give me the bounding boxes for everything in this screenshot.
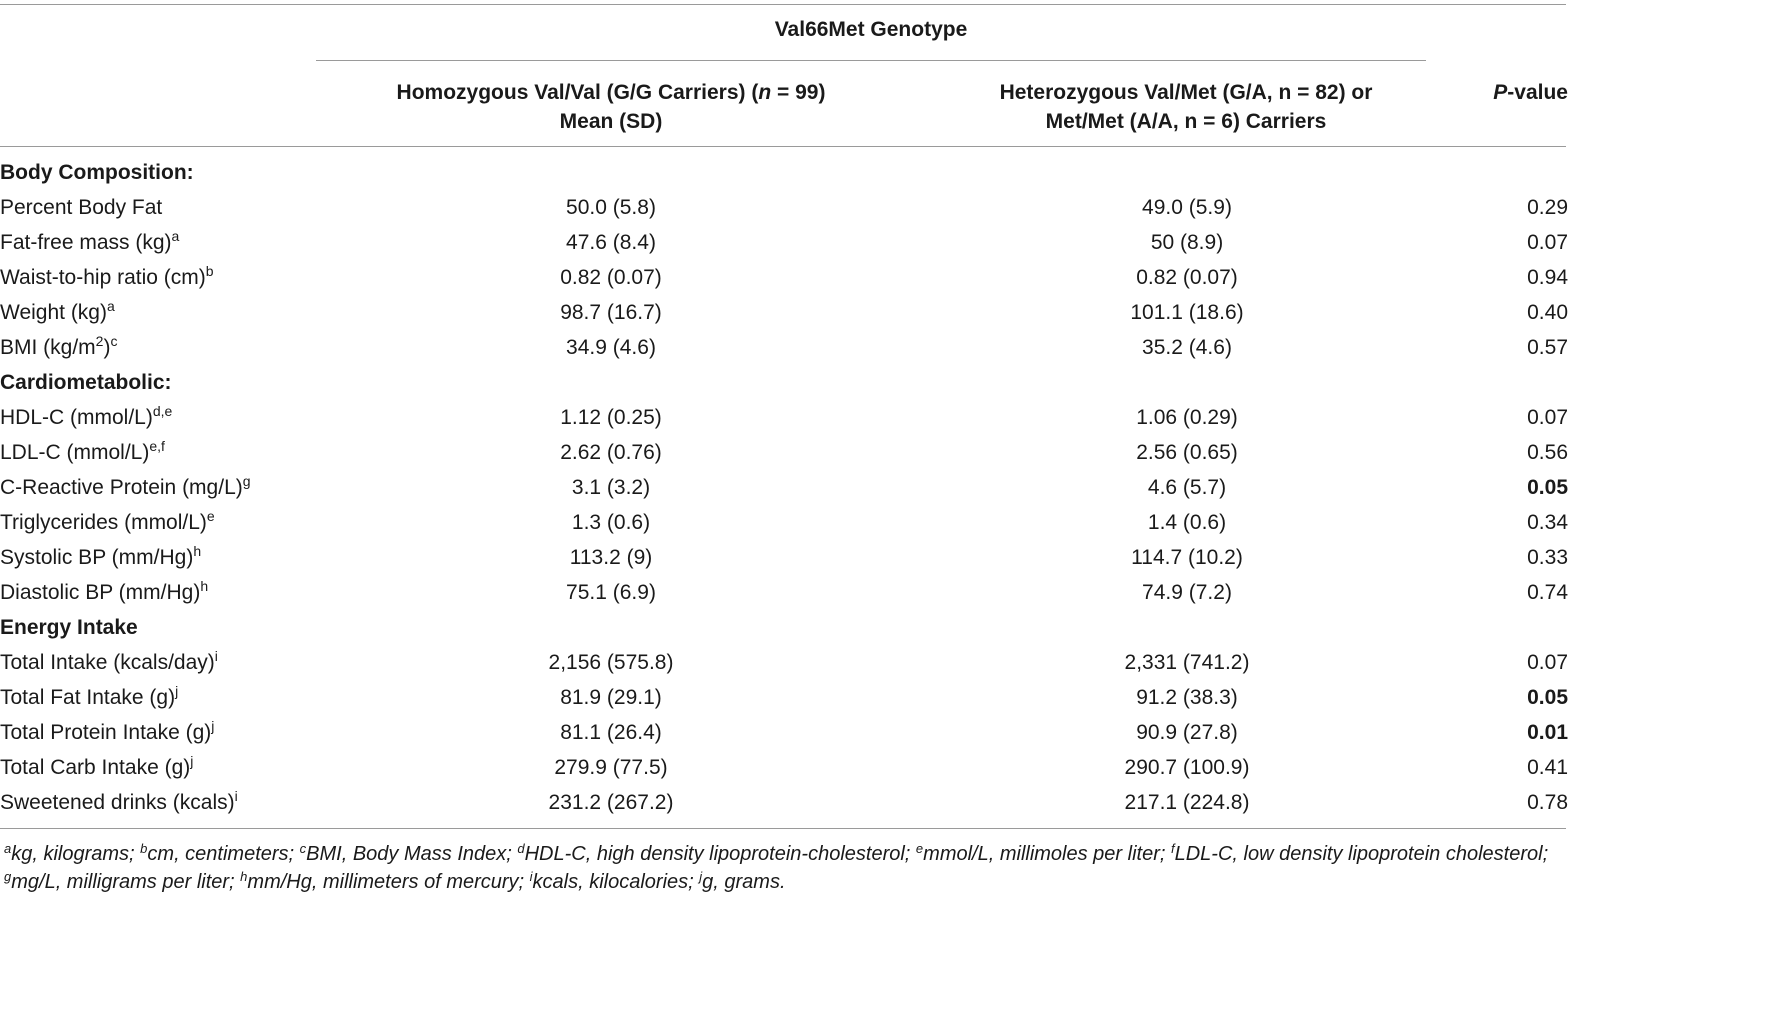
- section-heading: Body Composition:: [0, 160, 194, 184]
- row-label: [0, 225, 316, 260]
- p-value: 0.74: [1527, 580, 1568, 604]
- heterozygous-value: 90.9 (27.8): [1136, 720, 1238, 744]
- col1-line1-post: = 99): [771, 81, 826, 104]
- p-value: 0.34: [1527, 510, 1568, 534]
- row-label: [0, 470, 316, 505]
- footnote-key: e: [915, 841, 924, 856]
- footnote-text: mm/Hg, millimeters of mercury;: [247, 871, 530, 893]
- footnote-text: g, grams.: [702, 871, 786, 893]
- footnote-text: LDL-C, low density lipoprotein cholesterol;: [1174, 843, 1549, 865]
- section-row: [0, 155, 1568, 190]
- row-label-text: LDL-C (mmol/L): [0, 440, 150, 464]
- homozygous-value: 98.7 (16.7): [560, 300, 662, 324]
- table-row: [0, 505, 1568, 540]
- footnote-key: f: [1170, 841, 1175, 856]
- row-label: [0, 190, 316, 225]
- row-label-text: Total Intake (kcals/day): [0, 650, 215, 674]
- footnote-marker: i: [214, 647, 218, 664]
- heterozygous-value: 101.1 (18.6): [1130, 300, 1244, 324]
- table-row: [0, 435, 1568, 470]
- footnote-marker: e: [206, 507, 215, 524]
- heterozygous-value: 217.1 (224.8): [1124, 790, 1250, 814]
- heterozygous-value: 2.56 (0.65): [1136, 440, 1238, 464]
- p-value: 0.40: [1527, 300, 1568, 324]
- homozygous-value: 81.1 (26.4): [560, 720, 662, 744]
- row-label: [0, 645, 316, 680]
- genotype-spanner-title: Val66Met Genotype: [774, 18, 968, 41]
- heterozygous-value: 0.82 (0.07): [1136, 265, 1238, 289]
- footnote-marker: a: [171, 227, 180, 244]
- section-heading: Cardiometabolic:: [0, 370, 172, 394]
- section-row: [0, 610, 1568, 645]
- row-label-text: Total Carb Intake (g): [0, 755, 191, 779]
- pvalue-p: P: [1493, 81, 1508, 104]
- pvalue-rest: -value: [1507, 81, 1568, 104]
- footnote-key: j: [699, 869, 703, 884]
- empty-cell: [1468, 155, 1568, 190]
- row-label-text: Total Fat Intake (g): [0, 685, 176, 709]
- homozygous-value: 81.9 (29.1): [560, 685, 662, 709]
- p-value: 0.94: [1527, 265, 1568, 289]
- row-label: [0, 785, 316, 820]
- footnote-key: d: [517, 841, 525, 856]
- table-row: [0, 680, 1568, 715]
- table-row: [0, 540, 1568, 575]
- p-value: 0.41: [1527, 755, 1568, 779]
- heterozygous-value: 1.06 (0.29): [1136, 405, 1238, 429]
- homozygous-value: 0.82 (0.07): [560, 265, 662, 289]
- empty-cell: [316, 610, 906, 645]
- col2-line1: Heterozygous Val/Met (G/A, n = 82) or: [999, 81, 1373, 104]
- row-label-text: Waist-to-hip ratio (cm): [0, 265, 206, 289]
- col2-line2: Met/Met (A/A, n = 6) Carriers: [1045, 110, 1327, 133]
- section-row: [0, 365, 1568, 400]
- heterozygous-value: 2,331 (741.2): [1124, 650, 1250, 674]
- footnote-marker: d,e: [152, 402, 173, 419]
- footnote-marker: h: [200, 577, 209, 594]
- row-label: [0, 540, 316, 575]
- heterozygous-value: 1.4 (0.6): [1147, 510, 1227, 534]
- p-value: 0.29: [1527, 195, 1568, 219]
- p-value: 0.05: [1527, 475, 1568, 499]
- empty-cell: [906, 155, 1468, 190]
- row-label-text: Triglycerides (mmol/L): [0, 510, 207, 534]
- p-value: 0.07: [1527, 230, 1568, 254]
- column-header-pvalue: [1462, 78, 1568, 107]
- heterozygous-value: 74.9 (7.2): [1142, 580, 1232, 604]
- table-row: [0, 260, 1568, 295]
- row-label-text: Fat-free mass (kg): [0, 230, 172, 254]
- heterozygous-value: 35.2 (4.6): [1142, 335, 1232, 359]
- row-label-text: Diastolic BP (mm/Hg): [0, 580, 201, 604]
- table-row: [0, 190, 1568, 225]
- footnote-text: mmol/L, millimoles per liter;: [923, 843, 1171, 865]
- table-row: [0, 330, 1568, 365]
- footnote-key: g: [4, 869, 12, 884]
- heterozygous-value: 290.7 (100.9): [1124, 755, 1250, 779]
- footnote-key: c: [299, 841, 307, 856]
- homozygous-value: 50.0 (5.8): [566, 195, 656, 219]
- footnote-text: kcals, kilocalories;: [532, 871, 700, 893]
- footnote-key: a: [4, 841, 12, 856]
- footnote-key: i: [529, 869, 533, 884]
- footnote-marker: c: [110, 332, 118, 349]
- top-rule: [0, 4, 1566, 5]
- table-row: [0, 295, 1568, 330]
- label-inline-superscript: 2: [95, 332, 104, 349]
- homozygous-value: 113.2 (9): [569, 545, 653, 569]
- table-row: [0, 470, 1568, 505]
- row-label: [0, 435, 316, 470]
- heterozygous-value: 49.0 (5.9): [1142, 195, 1232, 219]
- row-label: [0, 750, 316, 785]
- table-row: [0, 715, 1568, 750]
- footnote-key: h: [240, 869, 248, 884]
- p-value: 0.01: [1527, 720, 1568, 744]
- footnote-marker: j: [175, 682, 179, 699]
- footnote-marker: j: [190, 752, 194, 769]
- row-label: [0, 680, 316, 715]
- table-row: [0, 785, 1568, 820]
- row-label-text: HDL-C (mmol/L): [0, 405, 153, 429]
- heterozygous-value: 50 (8.9): [1150, 230, 1224, 254]
- homozygous-value: 2,156 (575.8): [548, 650, 674, 674]
- row-label-text: Systolic BP (mm/Hg): [0, 545, 194, 569]
- homozygous-value: 34.9 (4.6): [566, 335, 656, 359]
- footnote-text: HDL-C, high density lipoprotein-cholesterol;: [524, 843, 916, 865]
- empty-cell: [1468, 365, 1568, 400]
- column-header-heterozygous: [910, 78, 1462, 136]
- footnote-text: cm, centimeters;: [147, 843, 300, 865]
- homozygous-value: 279.9 (77.5): [554, 755, 668, 779]
- col1-line2: Mean (SD): [559, 110, 663, 133]
- p-value: 0.57: [1527, 335, 1568, 359]
- footnote-marker: e,f: [149, 437, 165, 454]
- table-bottom-rule: [0, 828, 1566, 829]
- footnote-text: mg/L, milligrams per liter;: [11, 871, 241, 893]
- p-value: 0.07: [1527, 405, 1568, 429]
- homozygous-value: 47.6 (8.4): [566, 230, 656, 254]
- empty-cell: [316, 365, 906, 400]
- row-label-text: Weight (kg): [0, 300, 107, 324]
- row-label-text: Sweetened drinks (kcals): [0, 790, 235, 814]
- table-row: [0, 575, 1568, 610]
- footnote-text: BMI, Body Mass Index;: [306, 843, 518, 865]
- row-label: [0, 575, 316, 610]
- section-heading: Energy Intake: [0, 615, 138, 639]
- footnote-marker: i: [234, 787, 238, 804]
- header-bottom-rule: [0, 146, 1566, 147]
- footnote-marker: g: [242, 472, 251, 489]
- footnote-key: b: [140, 841, 148, 856]
- p-value: 0.56: [1527, 440, 1568, 464]
- column-header-homozygous: [316, 78, 906, 136]
- row-label-text: C-Reactive Protein (mg/L): [0, 475, 243, 499]
- homozygous-value: 231.2 (267.2): [548, 790, 674, 814]
- col1-line1-pre: Homozygous Val/Val (G/G Carriers) (: [396, 81, 759, 104]
- row-label: [0, 295, 316, 330]
- heterozygous-value: 114.7 (10.2): [1131, 545, 1243, 569]
- footnote-text: kg, kilograms;: [11, 843, 141, 865]
- homozygous-value: 75.1 (6.9): [566, 580, 656, 604]
- row-label-text: BMI (kg/m: [0, 335, 96, 359]
- row-label: [0, 400, 316, 435]
- homozygous-value: 1.12 (0.25): [560, 405, 662, 429]
- table-row: [0, 400, 1568, 435]
- p-value: 0.78: [1527, 790, 1568, 814]
- footnote-marker: h: [193, 542, 202, 559]
- row-label: [0, 260, 316, 295]
- footnotes: [4, 840, 1566, 896]
- table-body: [0, 155, 1568, 820]
- empty-cell: [316, 155, 906, 190]
- row-label-text: Total Protein Intake (g): [0, 720, 212, 744]
- p-value: 0.07: [1527, 650, 1568, 674]
- empty-cell: [1468, 610, 1568, 645]
- row-label: [0, 505, 316, 540]
- homozygous-value: 2.62 (0.76): [560, 440, 662, 464]
- table-row: [0, 750, 1568, 785]
- homozygous-value: 3.1 (3.2): [571, 475, 651, 499]
- col1-n: n: [758, 81, 772, 104]
- empty-cell: [906, 365, 1468, 400]
- row-label-post: ): [103, 335, 111, 359]
- footnote-marker: a: [106, 297, 115, 314]
- homozygous-value: 1.3 (0.6): [571, 510, 651, 534]
- row-label: [0, 715, 316, 750]
- row-label: [0, 330, 316, 365]
- table-row: [0, 225, 1568, 260]
- footnote-marker: b: [205, 262, 214, 279]
- data-table: [0, 155, 1568, 820]
- spanner-rule: [316, 60, 1426, 61]
- table-row: [0, 645, 1568, 680]
- p-value: 0.05: [1527, 685, 1568, 709]
- heterozygous-value: 91.2 (38.3): [1136, 685, 1238, 709]
- row-label-text: Percent Body Fat: [0, 195, 163, 219]
- footnote-marker: j: [211, 717, 215, 734]
- empty-cell: [906, 610, 1468, 645]
- heterozygous-value: 4.6 (5.7): [1147, 475, 1227, 499]
- p-value: 0.33: [1527, 545, 1568, 569]
